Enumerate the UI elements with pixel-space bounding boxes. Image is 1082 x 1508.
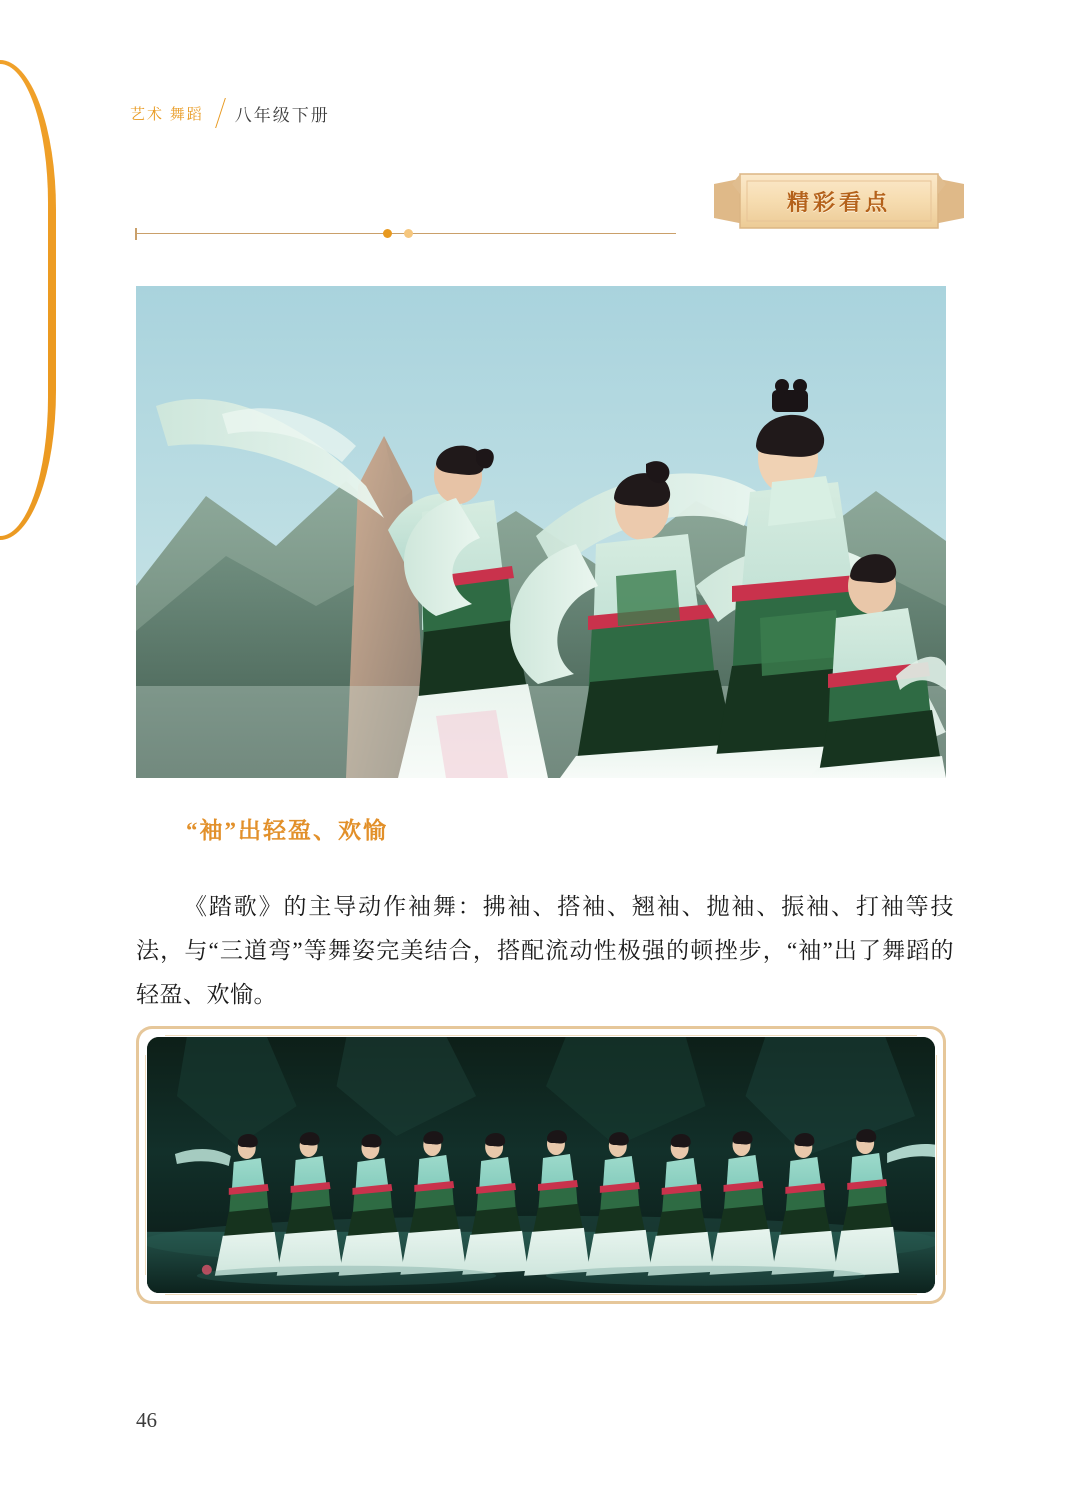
header-grade-label: 八年级下册	[234, 105, 330, 125]
figure-bottom-photo	[147, 1037, 935, 1293]
rule-cap	[135, 228, 137, 240]
figure-bottom-frame	[136, 1026, 946, 1304]
ribbon-label: 精彩看点	[786, 189, 891, 215]
dancers-outdoor-illustration	[136, 286, 946, 778]
section-divider-rule	[136, 228, 676, 240]
stage-dancer-line-illustration	[147, 1037, 935, 1293]
header-subject-label: 艺术 舞蹈	[130, 106, 204, 123]
figure-top-photo	[136, 286, 946, 778]
rule-dot-icon	[383, 229, 392, 238]
page-header	[130, 96, 330, 130]
section-ribbon-banner	[714, 170, 964, 232]
rule-dot-icon	[404, 229, 413, 238]
section-subheading: “袖”出轻盈、欢愉	[186, 818, 388, 843]
left-edge-decoration-inner	[0, 64, 48, 536]
page-number: 46	[136, 1408, 157, 1432]
body-paragraph: 《踏歌》的主导动作袖舞：拂袖、搭袖、翘袖、抛袖、振袖、打袖等技法，与“三道弯”等舞姿完美结合，搭配流动性极强的顿挫步，“袖”出了舞蹈的轻盈、欢愉。	[136, 894, 954, 1007]
